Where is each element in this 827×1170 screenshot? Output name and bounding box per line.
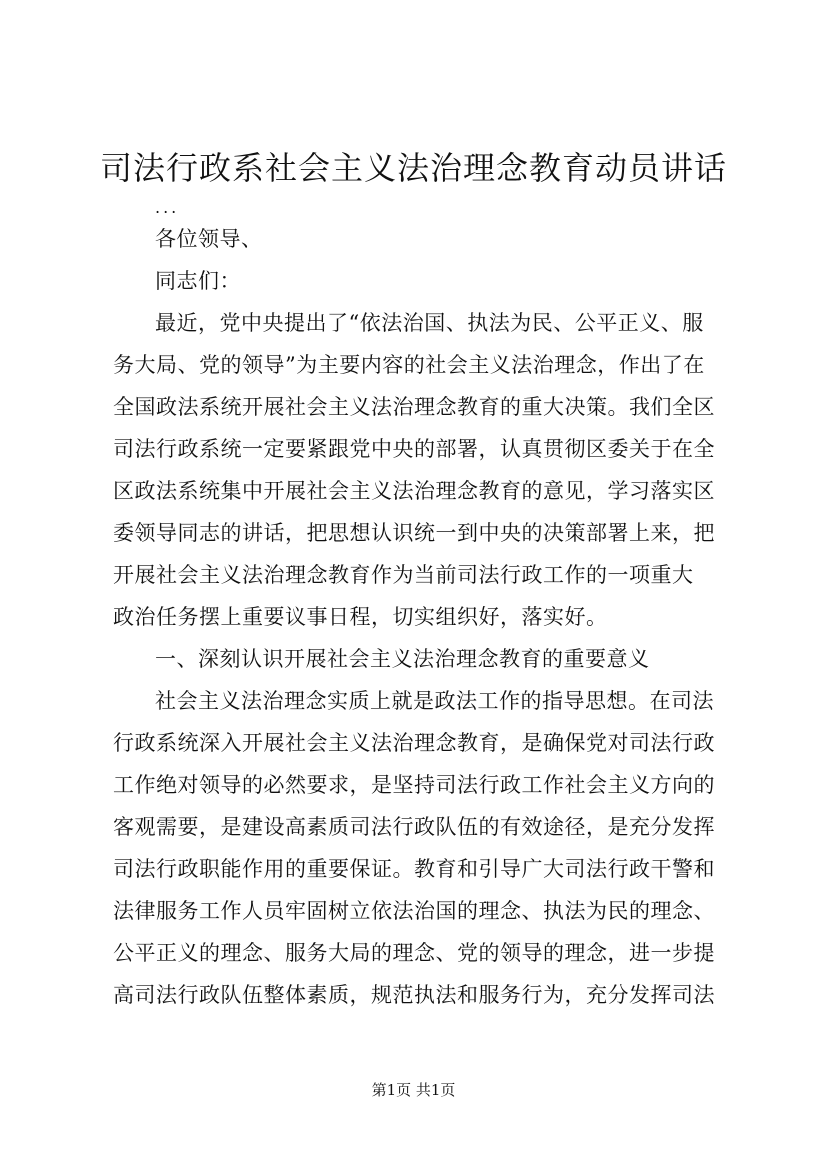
document-body <box>113 198 733 1016</box>
paragraph-line: 法律服务工作人员牢固树立依法治国的理念、执法为民的理念、 <box>113 899 715 923</box>
paragraph-line: 工作绝对领导的必然要求，是坚持司法行政工作社会主义方向的 <box>113 773 715 797</box>
paragraph-line: 开展社会主义法治理念教育作为当前司法行政工作的一项重大 <box>113 563 694 587</box>
paragraph-line: 高司法行政队伍整体素质，规范执法和服务行为，充分发挥司法 <box>113 983 715 1007</box>
paragraph-line: 客观需要，是建设高素质司法行政队伍的有效途径，是充分发挥 <box>113 815 715 839</box>
paragraph-line: 务大局、党的领导”为主要内容的社会主义法治理念，作出了在 <box>113 353 705 377</box>
paragraph-line: 社会主义法治理念实质上就是政法工作的指导思想。在司法 <box>155 689 714 713</box>
paragraph-line: 全国政法系统开展社会主义法治理念教育的重大决策。我们全区 <box>113 395 715 419</box>
paragraph-line: 区政法系统集中开展社会主义法治理念教育的意见，学习落实区 <box>113 479 715 503</box>
ellipsis-marker: ... <box>155 198 180 217</box>
salutation-leaders: 各位领导、 <box>155 227 263 251</box>
paragraph-line: 公平正义的理念、服务大局的理念、党的领导的理念，进一步提 <box>113 941 715 965</box>
section-heading: 一、深刻认识开展社会主义法治理念教育的重要意义 <box>155 647 650 671</box>
page-footer: 第1页 共1页 <box>371 1081 456 1099</box>
document-title: 司法行政系社会主义法治理念教育动员讲话 <box>99 149 727 187</box>
paragraph-line: 委领导同志的讲话，把思想认识统一到中央的决策部署上来，把 <box>113 521 715 545</box>
paragraph-line: 行政系统深入开展社会主义法治理念教育，是确保党对司法行政 <box>113 731 715 755</box>
paragraph-line: 司法行政职能作用的重要保证。教育和引导广大司法行政干警和 <box>113 857 715 881</box>
paragraph-line: 政治任务摆上重要议事日程，切实组织好，落实好。 <box>113 605 608 629</box>
paragraph-line: 最近，党中央提出了“依法治国、执法为民、公平正义、服 <box>155 311 704 335</box>
salutation-comrades: 同志们： <box>155 269 241 293</box>
paragraph-line: 司法行政系统一定要紧跟党中央的部署，认真贯彻区委关于在全 <box>113 437 715 461</box>
